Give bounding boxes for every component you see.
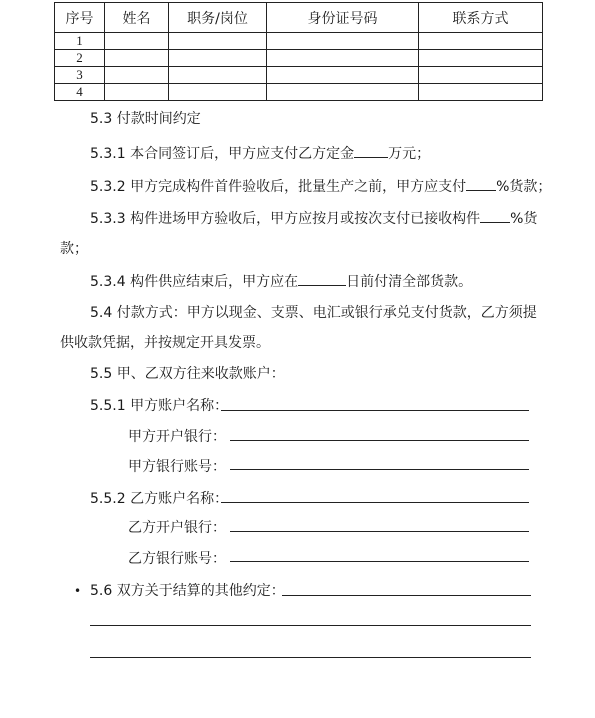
table-cell <box>105 84 169 101</box>
clause-5-3-3-unit: %货 <box>510 211 538 227</box>
party-b-bank-label: 乙方开户银行： <box>128 520 226 536</box>
table-cell <box>267 50 419 67</box>
header-index: 序号 <box>55 3 105 33</box>
clause-5-3-4-rest: 日前付清全部货款。 <box>346 274 473 290</box>
bullet-icon: • <box>74 584 82 598</box>
header-id-number: 身份证号码 <box>267 3 419 33</box>
clause-5-3-2-text: 5.3.2 甲方完成构件首件验收后，批量生产之前，甲方应支付 <box>90 179 467 195</box>
header-position: 职务/岗位 <box>169 3 267 33</box>
section-5-5-title: 5.5 甲、乙双方往来收款账户： <box>90 366 285 382</box>
deposit-amount-blank[interactable] <box>354 143 388 158</box>
other-agreement-blank-2[interactable] <box>90 625 531 626</box>
party-b-account-number-label: 乙方银行账号： <box>128 551 226 567</box>
table-cell <box>169 84 267 101</box>
row-index: 2 <box>55 50 105 67</box>
party-a-account-number-blank[interactable] <box>230 469 529 470</box>
final-payment-day-blank[interactable] <box>298 271 346 286</box>
clause-5-3-4 <box>90 271 472 291</box>
table-cell <box>267 84 419 101</box>
party-a-account-number-label: 甲方银行账号： <box>128 459 226 475</box>
table-cell <box>169 33 267 50</box>
party-b-bank-blank[interactable] <box>230 531 529 532</box>
table-row <box>55 67 543 84</box>
party-a-account-name-blank[interactable] <box>221 410 529 411</box>
table-cell <box>105 67 169 84</box>
clause-5-4-line-2: 供收款凭据，并按规定开具发票。 <box>60 335 270 351</box>
section-5-6-label: 5.6 双方关于结算的其他约定： <box>90 583 285 599</box>
header-name: 姓名 <box>105 3 169 33</box>
table-cell <box>105 33 169 50</box>
table-cell <box>419 84 543 101</box>
clause-5-3-1-text: 5.3.1 本合同签订后，甲方应支付乙方定金 <box>90 146 355 162</box>
header-contact: 联系方式 <box>419 3 543 33</box>
clause-5-3-2 <box>90 176 551 196</box>
table-row <box>55 50 543 67</box>
clause-5-3-4-text: 5.3.4 构件供应结束后，甲方应在 <box>90 274 299 290</box>
party-b-account-number-blank[interactable] <box>230 561 529 562</box>
clause-5-3-1 <box>90 143 430 163</box>
table-cell <box>267 67 419 84</box>
table-cell <box>105 50 169 67</box>
first-piece-percent-blank[interactable] <box>466 176 496 191</box>
party-a-bank-blank[interactable] <box>230 440 529 441</box>
table-cell <box>267 33 419 50</box>
row-index: 4 <box>55 84 105 101</box>
table-cell <box>419 33 543 50</box>
delivery-percent-blank[interactable] <box>480 208 510 223</box>
section-5-3-title: 5.3 付款时间约定 <box>90 111 201 127</box>
table-cell <box>169 67 267 84</box>
clause-5-3-1-unit: 万元； <box>388 146 431 162</box>
personnel-table <box>54 2 543 101</box>
clause-5-3-3 <box>90 208 537 228</box>
other-agreement-blank-3[interactable] <box>90 657 531 658</box>
table-cell <box>419 50 543 67</box>
table-cell <box>169 50 267 67</box>
party-b-account-name-label: 5.5.2 乙方账户名称： <box>90 491 229 507</box>
row-index: 1 <box>55 33 105 50</box>
table-row <box>55 33 543 50</box>
party-b-account-name-blank[interactable] <box>221 502 529 503</box>
clause-5-3-3-text: 5.3.3 构件进场甲方验收后，甲方应按月或按次支付已接收构件 <box>90 211 481 227</box>
party-a-bank-label: 甲方开户银行： <box>128 429 226 445</box>
clause-5-3-3-continued: 款； <box>60 241 88 257</box>
row-index: 3 <box>55 67 105 84</box>
other-agreement-blank-1[interactable] <box>282 595 531 596</box>
table-row <box>55 84 543 101</box>
table-cell <box>419 67 543 84</box>
table-header-row <box>55 3 543 33</box>
clause-5-3-2-unit: %货款； <box>496 179 552 195</box>
clause-5-4-line-1: 5.4 付款方式：甲方以现金、支票、电汇或银行承兑支付货款，乙方须提 <box>90 305 537 321</box>
party-a-account-name-label: 5.5.1 甲方账户名称： <box>90 398 229 414</box>
